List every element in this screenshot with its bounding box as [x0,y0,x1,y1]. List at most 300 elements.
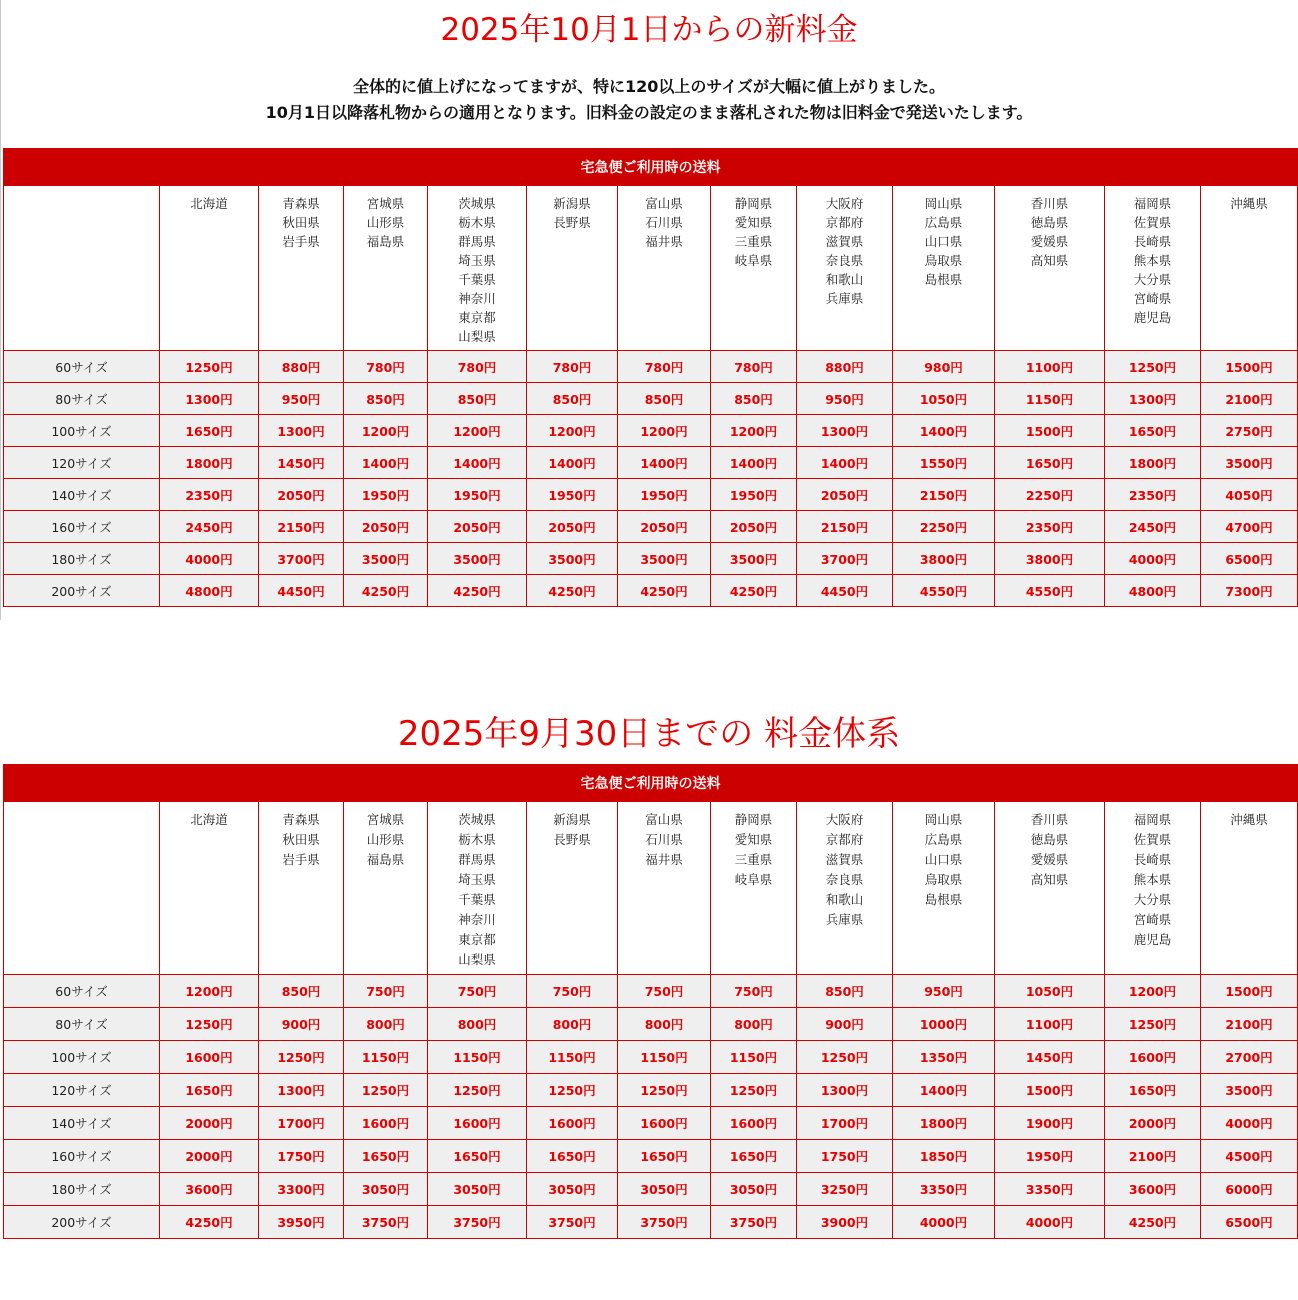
price-cell: 2000円 [1105,1107,1201,1140]
prefecture-name: 沖縄県 [1230,196,1268,211]
prefecture-name: 山梨県 [458,952,496,967]
prefecture-name: 京都府 [825,215,864,230]
price-cell: 3050円 [428,1173,527,1206]
price-cell: 1650円 [527,1140,618,1173]
price-cell: 800円 [428,1008,527,1041]
price-cell: 1600円 [1105,1041,1201,1074]
table-row [4,1140,1298,1173]
prefecture-name: 茨城県 [458,812,496,827]
price-cell: 2250円 [995,479,1105,511]
size-label: 120サイズ [4,447,160,479]
prefecture-name: 福島県 [366,852,405,867]
price-cell: 1950円 [428,479,527,511]
prefecture-name: 北海道 [190,812,228,827]
prefecture-name: 熊本県 [1133,872,1172,887]
price-cell: 1200円 [618,415,711,447]
price-cell: 1300円 [1105,383,1201,415]
prefecture-name: 愛媛県 [1030,852,1069,867]
prefecture-name: 千葉県 [458,892,496,907]
notice-line: 10月1日以降落札物からの適用となります。旧料金の設定のまま落札された物は旧料金で発送いたします。 [265,103,1033,122]
price-cell: 4250円 [1105,1206,1201,1239]
prefecture-name: 長野県 [553,215,591,230]
price-cell: 750円 [428,975,527,1008]
price-cell: 3500円 [428,543,527,575]
price-cell: 880円 [797,351,893,383]
price-cell: 1000円 [893,1008,995,1041]
price-cell: 2050円 [618,511,711,543]
price-cell: 1200円 [428,415,527,447]
size-label: 180サイズ [4,1173,160,1206]
region-header-cell [259,186,344,351]
region-header-cell [428,186,527,351]
table-row [4,447,1298,479]
price-cell: 2450円 [1105,511,1201,543]
price-cell: 1150円 [527,1041,618,1074]
prefecture-name: 大阪府 [825,812,864,827]
price-cell: 1950円 [344,479,428,511]
price-cell: 850円 [428,383,527,415]
price-cell: 1750円 [259,1140,344,1173]
price-cell: 850円 [711,383,797,415]
table-row [4,543,1298,575]
price-cell: 2050円 [711,511,797,543]
table-row [4,1206,1298,1239]
price-cell: 1300円 [259,415,344,447]
region-header-cell [428,802,527,975]
price-cell: 4250円 [344,575,428,607]
region-header-cell [893,802,995,975]
table-caption: 宅急便ご利用時の送料 [4,765,1298,802]
price-cell: 850円 [259,975,344,1008]
price-cell: 800円 [527,1008,618,1041]
price-cell: 2050円 [344,511,428,543]
price-cell: 1650円 [1105,1074,1201,1107]
prefecture-name: 栃木県 [458,832,496,847]
prefecture-name: 佐賀県 [1133,215,1172,230]
price-cell: 1200円 [527,415,618,447]
price-cell: 2750円 [1201,415,1298,447]
prefecture-name: 佐賀県 [1133,832,1172,847]
new-rates-title: 2025年10月1日からの新料金 [440,12,858,48]
price-cell: 1400円 [711,447,797,479]
prefecture-name: 愛知県 [734,215,773,230]
prefecture-name: 新潟県 [553,196,591,211]
table-row [4,975,1298,1008]
prefecture-name: 群馬県 [458,234,496,249]
price-cell: 3800円 [995,543,1105,575]
price-cell: 1250円 [1105,351,1201,383]
size-label: 180サイズ [4,543,160,575]
prefecture-name: 奈良県 [825,253,864,268]
price-cell: 1650円 [995,447,1105,479]
price-cell: 4250円 [618,575,711,607]
price-cell: 1250円 [259,1041,344,1074]
price-cell: 950円 [797,383,893,415]
price-cell: 7300円 [1201,575,1298,607]
prefecture-name: 京都府 [825,832,864,847]
prefecture-name: 新潟県 [553,812,591,827]
size-label: 200サイズ [4,575,160,607]
price-cell: 1400円 [527,447,618,479]
price-cell: 4250円 [711,575,797,607]
price-cell: 1300円 [797,415,893,447]
price-cell: 2050円 [428,511,527,543]
old-rates-title: 2025年9月30日までの 料金体系 [397,714,901,754]
price-cell: 1800円 [160,447,259,479]
table-row [4,1041,1298,1074]
price-cell: 800円 [344,1008,428,1041]
price-cell: 1150円 [618,1041,711,1074]
price-cell: 3500円 [618,543,711,575]
prefecture-name: 大分県 [1133,272,1172,287]
price-cell: 1050円 [893,383,995,415]
prefecture-name: 山口県 [924,234,963,249]
prefecture-name: 秋田県 [282,832,320,847]
price-cell: 750円 [344,975,428,1008]
region-header-cell [995,186,1105,351]
region-header-cell [160,186,259,351]
price-cell: 1650円 [711,1140,797,1173]
prefecture-name: 三重県 [734,852,773,867]
price-cell: 1600円 [428,1107,527,1140]
prefecture-name: 徳島県 [1030,832,1069,847]
price-cell: 3050円 [618,1173,711,1206]
new-rates-table [3,148,1298,607]
price-cell: 1950円 [527,479,618,511]
prefecture-name: 東京都 [458,310,496,325]
price-cell: 1300円 [160,383,259,415]
size-label: 140サイズ [4,479,160,511]
price-cell: 4000円 [995,1206,1105,1239]
price-cell: 1250円 [618,1074,711,1107]
prefecture-name: 兵庫県 [825,912,864,927]
price-cell: 1250円 [160,351,259,383]
prefecture-name: 大分県 [1133,892,1172,907]
price-cell: 1350円 [893,1041,995,1074]
price-cell: 1100円 [995,351,1105,383]
price-cell: 4250円 [527,575,618,607]
price-cell: 1500円 [995,415,1105,447]
prefecture-name: 埼玉県 [458,253,496,268]
prefecture-name: 静岡県 [734,812,773,827]
region-header-cell [160,802,259,975]
price-cell: 1150円 [344,1041,428,1074]
price-cell: 850円 [344,383,428,415]
prefecture-name: 岩手県 [282,852,320,867]
price-cell: 1550円 [893,447,995,479]
price-cell: 2350円 [160,479,259,511]
price-cell: 750円 [527,975,618,1008]
price-cell: 1250円 [527,1074,618,1107]
size-label: 160サイズ [4,1140,160,1173]
prefecture-name: 山形県 [366,832,405,847]
price-cell: 2050円 [527,511,618,543]
prefecture-name: 和歌山 [825,272,864,287]
price-cell: 3050円 [344,1173,428,1206]
price-cell: 1300円 [797,1074,893,1107]
price-cell: 1300円 [259,1074,344,1107]
prefecture-name: 大阪府 [825,196,864,211]
price-cell: 6500円 [1201,1206,1298,1239]
price-cell: 3750円 [344,1206,428,1239]
price-cell: 3750円 [428,1206,527,1239]
price-cell: 800円 [618,1008,711,1041]
price-cell: 4450円 [797,575,893,607]
region-header-cell [711,802,797,975]
price-cell: 1400円 [893,1074,995,1107]
price-cell: 1650円 [1105,415,1201,447]
region-header-cell [259,802,344,975]
price-cell: 3750円 [618,1206,711,1239]
price-cell: 1950円 [711,479,797,511]
price-cell: 2100円 [1201,1008,1298,1041]
price-cell: 2000円 [160,1107,259,1140]
size-label: 80サイズ [4,383,160,415]
region-header-cell [711,186,797,351]
prefecture-name: 秋田県 [282,215,320,230]
price-cell: 2050円 [797,479,893,511]
price-cell: 1200円 [711,415,797,447]
price-cell: 980円 [893,351,995,383]
prefecture-name: 千葉県 [458,272,496,287]
price-cell: 4550円 [995,575,1105,607]
price-cell: 2350円 [1105,479,1201,511]
prefecture-name: 岐阜県 [734,872,773,887]
prefecture-name: 滋賀県 [825,234,864,249]
price-cell: 1050円 [995,975,1105,1008]
price-cell: 3600円 [160,1173,259,1206]
prefecture-name: 島根県 [924,272,963,287]
price-cell: 1700円 [797,1107,893,1140]
table-row [4,479,1298,511]
price-cell: 1150円 [995,383,1105,415]
prefecture-name: 福岡県 [1133,196,1172,211]
price-cell: 4250円 [160,1206,259,1239]
region-header-cell [618,186,711,351]
price-cell: 4700円 [1201,511,1298,543]
region-header-cell [527,802,618,975]
price-cell: 1600円 [711,1107,797,1140]
price-cell: 1700円 [259,1107,344,1140]
price-cell: 1600円 [344,1107,428,1140]
price-cell: 2000円 [160,1140,259,1173]
prefecture-name: 鹿児島 [1133,932,1172,947]
price-cell: 950円 [259,383,344,415]
price-cell: 1450円 [995,1041,1105,1074]
region-header-cell [1105,186,1201,351]
prefecture-name: 徳島県 [1030,215,1069,230]
prefecture-name: 神奈川 [458,291,496,306]
price-cell: 1200円 [344,415,428,447]
price-cell: 1800円 [1105,447,1201,479]
region-header-row [4,802,1298,975]
prefecture-name: 石川県 [645,832,683,847]
price-cell: 4450円 [259,575,344,607]
prefecture-name: 長崎県 [1133,234,1172,249]
prefecture-name: 福岡県 [1133,812,1172,827]
price-cell: 850円 [618,383,711,415]
prefecture-name: 青森県 [282,812,320,827]
prefecture-name: 岩手県 [282,234,320,249]
price-cell: 4550円 [893,575,995,607]
price-cell: 900円 [797,1008,893,1041]
price-cell: 2050円 [259,479,344,511]
price-cell: 1250円 [1105,1008,1201,1041]
price-cell: 3750円 [527,1206,618,1239]
rate-change-notice [0,74,1298,126]
size-label: 200サイズ [4,1206,160,1239]
price-cell: 4000円 [893,1206,995,1239]
price-cell: 1950円 [618,479,711,511]
price-cell: 2350円 [995,511,1105,543]
price-cell: 3500円 [711,543,797,575]
price-cell: 1400円 [618,447,711,479]
price-cell: 1200円 [1105,975,1201,1008]
price-cell: 2150円 [797,511,893,543]
prefecture-name: 宮崎県 [1133,912,1172,927]
region-header-cell [893,186,995,351]
prefecture-name: 福島県 [366,234,405,249]
price-cell: 3500円 [1201,1074,1298,1107]
price-cell: 1600円 [618,1107,711,1140]
price-cell: 1400円 [797,447,893,479]
prefecture-name: 富山県 [645,196,683,211]
prefecture-name: 愛知県 [734,832,773,847]
price-cell: 4250円 [428,575,527,607]
price-cell: 3500円 [1201,447,1298,479]
price-cell: 3700円 [797,543,893,575]
price-cell: 1500円 [1201,351,1298,383]
price-cell: 2450円 [160,511,259,543]
prefecture-name: 愛媛県 [1030,234,1069,249]
region-header-cell [344,802,428,975]
prefecture-name: 香川県 [1030,196,1069,211]
region-header-cell [995,802,1105,975]
price-cell: 1800円 [893,1107,995,1140]
price-cell: 4000円 [1105,543,1201,575]
price-cell: 1250円 [428,1074,527,1107]
prefecture-name: 長野県 [553,832,591,847]
prefecture-name: 宮城県 [366,196,405,211]
price-cell: 950円 [893,975,995,1008]
prefecture-name: 広島県 [924,832,963,847]
prefecture-name: 宮城県 [366,812,405,827]
price-cell: 3900円 [797,1206,893,1239]
prefecture-name: 奈良県 [825,872,864,887]
old-rates-table [3,764,1298,1239]
prefecture-name: 石川県 [645,215,683,230]
price-cell: 780円 [344,351,428,383]
price-cell: 850円 [527,383,618,415]
size-label: 100サイズ [4,1041,160,1074]
region-header-cell [618,802,711,975]
table-caption: 宅急便ご利用時の送料 [4,149,1298,186]
price-cell: 800円 [711,1008,797,1041]
price-cell: 2150円 [893,479,995,511]
price-cell: 3350円 [893,1173,995,1206]
prefecture-name: 岡山県 [924,196,963,211]
price-cell: 780円 [711,351,797,383]
price-cell: 3050円 [711,1173,797,1206]
price-cell: 880円 [259,351,344,383]
price-cell: 2100円 [1201,383,1298,415]
region-header-cell [797,186,893,351]
table-row [4,1074,1298,1107]
size-label: 60サイズ [4,975,160,1008]
size-label: 120サイズ [4,1074,160,1107]
prefecture-name: 群馬県 [458,852,496,867]
prefecture-name: 高知県 [1030,872,1069,887]
price-cell: 1250円 [797,1041,893,1074]
prefecture-name: 岐阜県 [734,253,773,268]
prefecture-name: 茨城県 [458,196,496,211]
size-label: 80サイズ [4,1008,160,1041]
price-cell: 3350円 [995,1173,1105,1206]
size-label: 100サイズ [4,415,160,447]
price-cell: 6000円 [1201,1173,1298,1206]
price-cell: 850円 [797,975,893,1008]
price-cell: 1500円 [1201,975,1298,1008]
prefecture-name: 三重県 [734,234,773,249]
price-cell: 1650円 [618,1140,711,1173]
table-row [4,1107,1298,1140]
prefecture-name: 高知県 [1030,253,1069,268]
prefecture-name: 長崎県 [1133,852,1172,867]
prefecture-name: 香川県 [1030,812,1069,827]
price-cell: 3500円 [344,543,428,575]
price-cell: 4000円 [1201,1107,1298,1140]
prefecture-name: 島根県 [924,892,963,907]
price-cell: 4800円 [1105,575,1201,607]
price-cell: 900円 [259,1008,344,1041]
table-row [4,511,1298,543]
prefecture-name: 宮崎県 [1133,291,1172,306]
price-cell: 1650円 [344,1140,428,1173]
table-row [4,415,1298,447]
region-header-row [4,186,1298,351]
prefecture-name: 滋賀県 [825,852,864,867]
prefecture-name: 神奈川 [458,912,496,927]
price-cell: 2250円 [893,511,995,543]
price-cell: 1750円 [797,1140,893,1173]
price-cell: 2100円 [1105,1140,1201,1173]
corner-cell [4,186,160,351]
prefecture-name: 山梨県 [458,329,496,344]
prefecture-name: 山口県 [924,852,963,867]
price-cell: 3750円 [711,1206,797,1239]
table-row [4,1008,1298,1041]
price-cell: 780円 [527,351,618,383]
price-cell: 3050円 [527,1173,618,1206]
prefecture-name: 兵庫県 [825,291,864,306]
price-cell: 3300円 [259,1173,344,1206]
region-header-cell [1201,802,1298,975]
price-cell: 1600円 [527,1107,618,1140]
prefecture-name: 福井県 [645,852,683,867]
price-cell: 1250円 [344,1074,428,1107]
price-cell: 3800円 [893,543,995,575]
prefecture-name: 鳥取県 [924,253,963,268]
table-row [4,383,1298,415]
prefecture-name: 埼玉県 [458,872,496,887]
prefecture-name: 富山県 [645,812,683,827]
table-row [4,1173,1298,1206]
price-cell: 4050円 [1201,479,1298,511]
price-cell: 1450円 [259,447,344,479]
prefecture-name: 福井県 [645,234,683,249]
size-label: 160サイズ [4,511,160,543]
price-cell: 1400円 [893,415,995,447]
